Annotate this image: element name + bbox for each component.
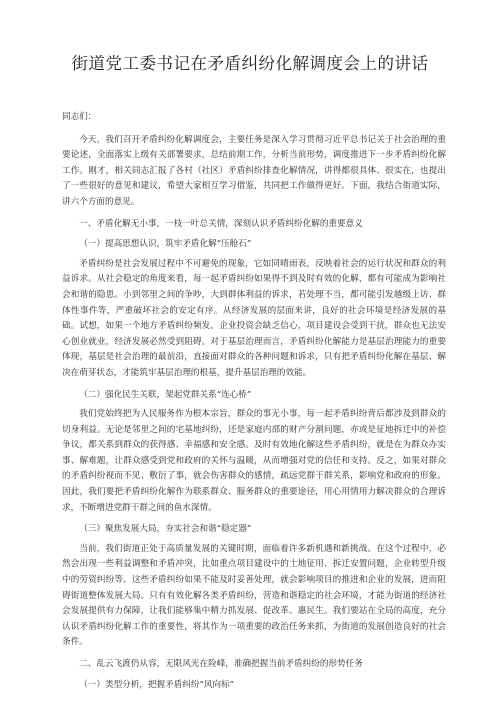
subheading-2: （二）强化民生关联，架起党群关系“连心桥” <box>79 389 252 400</box>
body-paragraph-3: 当前，我们街道正处于高质量发展的关键时期，面临着许多新机遇和新挑战。在这个过程中，必然会出现一些利益调整和矛盾冲突，比如重点项目建设中的土地征用、拆迁安置问题，企业转型升级中的劳资纠纷等。这些矛盾纠纷如果不能及时妥善处理，就会影响项目的推进和企业的发展，进而阻碍街道整体发展大局。只有有效化解各类矛盾纠纷，营造和谐稳定的社会环境，才能为街道的经济社会发展提供有力保障，让我们能够集中精力抓发展、促改革、惠民生。我们要站在全局的高度，充分认识矛盾纠纷化解工作的重要性，将其作为一项重要的政治任务来抓，为街道的发展创造良好的社会条件。 <box>62 543 446 648</box>
intro-paragraph: 今天，我们召开矛盾纠纷化解调度会，主要任务是深入学习贯彻习近平总书记关于社会治理的重要论述，全面落实上级有关部署要求，总结前期工作，分析当前形势，调度推进下一步矛盾纠纷化解工作。刚才，相关同志汇报了各村（社区）矛盾纠纷排查化解情况，讲得都很具体、很实在，也提出了一些很好的意见和建议，希望大家相互学习借鉴，共同把工作做得更好。下面，我结合街道实际，讲六个方面的意见。 <box>62 134 446 207</box>
section-heading-2: 二、乱云飞渡仍从容，无限风光在险峰，准确把握当前矛盾纠纷的形势任务 <box>79 659 363 669</box>
subheading-4: （一）类型分析，把握矛盾纠纷“风向标” <box>79 679 235 690</box>
document-title: 街道党工委书记在矛盾纠纷化解调度会上的讲话 <box>71 54 429 73</box>
subheading-3: （三）聚焦发展大局，夯实社会和谐“稳定器” <box>79 524 252 535</box>
section-heading-1: 一、矛盾化解无小事，一枝一叶总关情，深刻认识矛盾纠纷化解的重要意义 <box>79 218 363 229</box>
body-paragraph-2: 我们党始终把为人民服务作为根本宗旨，群众的事无小事，每一起矛盾纠纷背后都涉及到群众的切身利益。无论是邻里之间的宅基地纠纷，还是家庭内部的财产分割问题，亦或是征地拆迁中的补偿争议，都关系到群众的获得感、幸福感和安全感。及时有效地化解这些矛盾纠纷，就是在为群众办实事、解难题，让群众感受到党和政府的关怀与温暖，从而增强对党的信任和支持。反之，如果对群众的矛盾纠纷视而不见、敷衍了事，就会伤害群众的感情，疏远党群干群关系，影响党和政府的形象。因此，我们要把矛盾纠纷化解作为联系群众、服务群众的重要途径，用心用情用力解决群众的合理诉求，不断增进党群干群之间的鱼水深情。 <box>62 409 446 513</box>
body-paragraph-1: 矛盾纠纷是社会发展过程中不可避免的现象，它如同晴雨表，反映着社会的运行状况和群众的利益诉求。从社会稳定的角度来看，每一起矛盾纠纷如果得不到及时有效的化解，都有可能成为影响社会和谐的隐患。小到邻里之间的争吵，大到群体利益的诉求，若处理不当，都可能引发越级上访、群体性事件等，严重破坏社会的安定有序。从经济发展的层面来讲，良好的社会环境是经济发展的基础。试想，如果一个地方矛盾纠纷频发，企业投资会缺乏信心，项目建设会受到干扰，群众也无法安心创业就业，经济发展必然受到阻碍。对于基层治理而言，矛盾纠纷化解能力是基层治理能力的重要体现，基层是社会治理的最前沿，直接面对群众的各种问题和诉求，只有把矛盾纠纷化解在基层、解决在萌芽状态，才能筑牢基层治理的根基，提升基层治理的效能。 <box>62 258 446 378</box>
greeting: 同志们： <box>62 112 97 122</box>
subheading-1: （一）提高思想认识，筑牢矛盾化解“压舱石” <box>79 239 252 250</box>
document-body <box>62 110 446 697</box>
